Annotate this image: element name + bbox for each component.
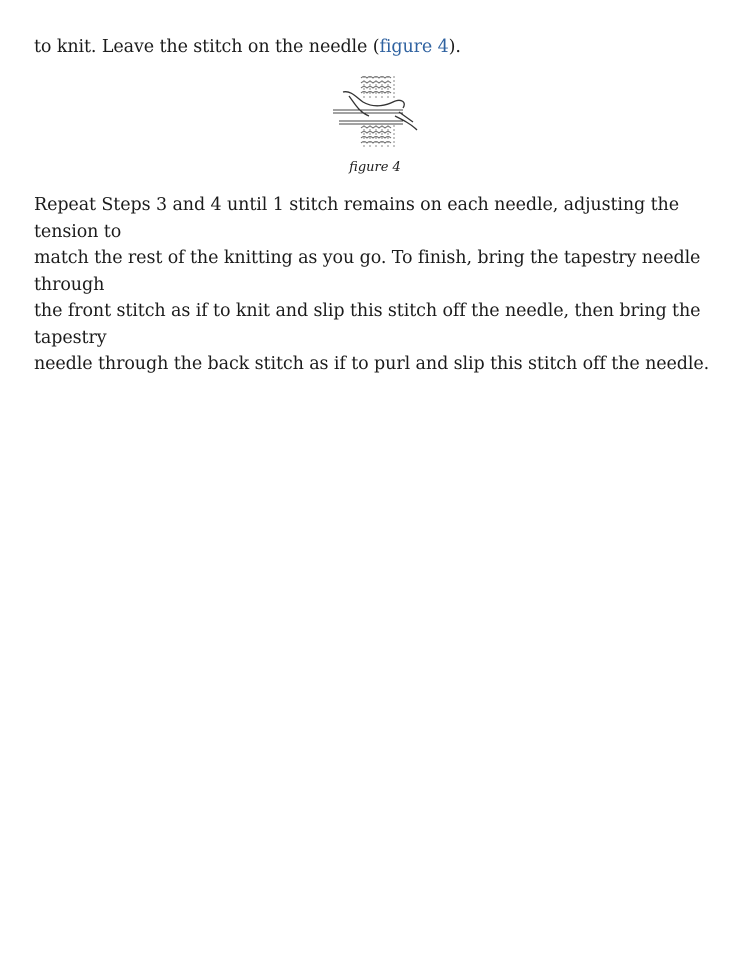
paragraph-intro-text-after: ). bbox=[448, 37, 461, 57]
paragraph-intro-text-before: to knit. Leave the stitch on the needle ( bbox=[34, 37, 380, 57]
lower-fabric bbox=[361, 125, 394, 147]
knitting-illustration-icon bbox=[329, 72, 421, 152]
figure-4-link[interactable]: figure 4 bbox=[379, 37, 449, 57]
paragraph-line: match the rest of the knitting as you go. To finish, bring the tapestry needle through bbox=[34, 248, 701, 295]
paragraph-instructions bbox=[34, 192, 716, 378]
figure-4 bbox=[34, 72, 716, 176]
paragraph-intro bbox=[34, 34, 461, 61]
paragraph-line: Repeat Steps 3 and 4 until 1 stitch remains on each needle, adjusting the tension to bbox=[34, 195, 679, 242]
paragraph-line: needle through the back stitch as if to purl and slip this stitch off the needle. bbox=[34, 354, 710, 374]
needles bbox=[333, 110, 403, 124]
figure-caption: figure 4 bbox=[349, 160, 401, 175]
upper-fabric bbox=[361, 76, 394, 98]
paragraph-line: the front stitch as if to knit and slip this stitch off the needle, then bring the tapestry bbox=[34, 301, 701, 348]
